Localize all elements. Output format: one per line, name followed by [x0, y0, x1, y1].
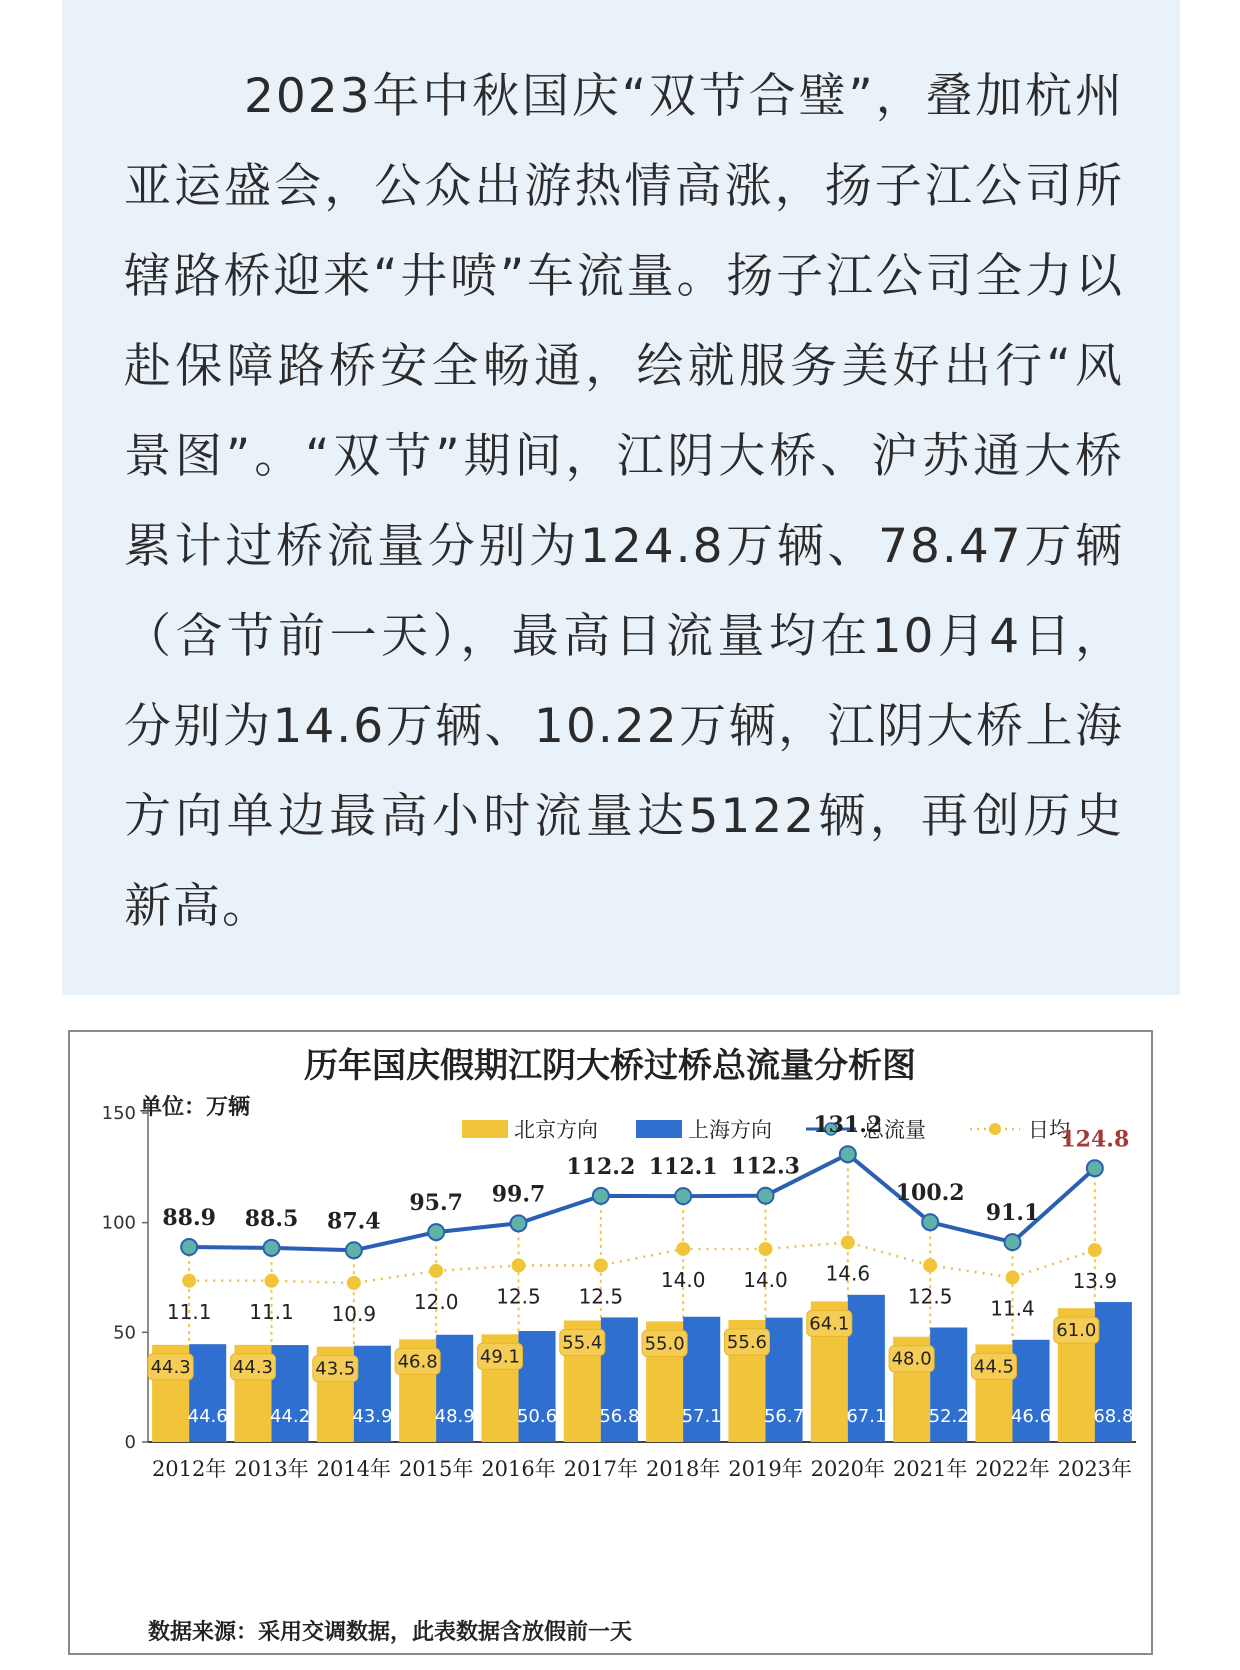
- label-total: 112.1: [648, 1154, 718, 1181]
- label-daily: 14.0: [743, 1267, 788, 1292]
- point-total: [1005, 1234, 1021, 1250]
- point-total: [758, 1188, 774, 1204]
- point-daily: [265, 1274, 279, 1288]
- legend-label-total: 总流量: [863, 1118, 926, 1142]
- x-tick-label: 2014年: [316, 1457, 392, 1481]
- point-daily: [512, 1258, 526, 1272]
- x-tick-label: 2018年: [645, 1457, 721, 1481]
- x-tick-label: 2019年: [728, 1457, 803, 1481]
- bar-label-beijing: 44.3: [232, 1356, 274, 1378]
- point-total: [346, 1242, 362, 1258]
- label-daily: 12.5: [578, 1284, 624, 1309]
- label-daily: 11.1: [166, 1299, 212, 1324]
- unit-label: 单位：万辆: [140, 1095, 251, 1120]
- label-total: 87.4: [327, 1208, 381, 1235]
- point-total: [675, 1188, 691, 1204]
- label-total: 91.1: [985, 1200, 1040, 1227]
- bar-label-beijing: 48.0: [891, 1348, 932, 1370]
- label-daily: 10.9: [331, 1301, 377, 1326]
- bar-shanghai: [354, 1346, 391, 1442]
- point-total: [922, 1214, 938, 1230]
- label-total: 124.8: [1060, 1126, 1130, 1153]
- article-paragraph: 2023年中秋国庆“双节合璧”，叠加杭州亚运盛会，公众出游热情高涨，扬子江公司所辖路桥迎来“井喷”车流量。扬子江公司全力以赴保障路桥安全畅通，绘就服务美好出行“风景图”。“双节”期间，江阴大桥、沪苏通大桥累计过桥流量分别为124.8万辆、78.47万辆（含节前一天），最高日流量均在10月4日，分别为14.6万辆、10.22万辆，江阴大桥上海方向单边最高小时流量达5122辆，再创历史新高。: [124, 69, 1124, 934]
- legend-swatch-shanghai: [636, 1120, 682, 1138]
- point-total: [181, 1239, 197, 1255]
- label-daily: 12.5: [496, 1284, 541, 1309]
- bar-label-beijing: 49.1: [479, 1346, 521, 1368]
- label-daily: 11.1: [249, 1299, 294, 1324]
- point-daily: [923, 1258, 937, 1272]
- y-tick-label: 0: [124, 1432, 136, 1453]
- bar-shanghai: [269, 1345, 311, 1442]
- y-tick-label: 150: [101, 1103, 136, 1124]
- legend-label-daily: 日均: [1028, 1118, 1070, 1142]
- bar-label-beijing: 43.5: [315, 1358, 356, 1380]
- legend-swatch-beijing: [462, 1120, 508, 1138]
- legend-marker-daily: [989, 1123, 1001, 1135]
- label-total: 99.7: [491, 1181, 546, 1208]
- chart-title: 历年国庆假期江阴大桥过桥总流量分析图: [304, 1046, 916, 1086]
- bar-label-shanghai: 56.7: [763, 1406, 805, 1427]
- bar-label-beijing: 64.1: [809, 1313, 850, 1335]
- bar-label-shanghai: 50.6: [516, 1406, 558, 1427]
- label-total: 112.3: [731, 1153, 800, 1180]
- source-note: 数据来源：采用交调数据，此表数据含放假前一天: [148, 1620, 633, 1645]
- bar-label-beijing: 44.5: [973, 1356, 1015, 1378]
- x-tick-label: 2021年: [892, 1457, 968, 1481]
- legend-label-beijing: 北京方向: [514, 1118, 598, 1142]
- label-daily: 11.4: [990, 1296, 1035, 1321]
- bar-shanghai: [189, 1344, 226, 1442]
- bar-label-shanghai: 57.1: [681, 1406, 722, 1427]
- label-daily: 14.0: [660, 1267, 706, 1292]
- bar-label-shanghai: 52.2: [928, 1406, 969, 1427]
- label-total: 88.5: [244, 1205, 299, 1232]
- bar-label-beijing: 55.0: [644, 1333, 685, 1355]
- bar-label-shanghai: 46.6: [1010, 1406, 1052, 1427]
- point-total: [840, 1146, 856, 1162]
- x-tick-label: 2015年: [398, 1457, 474, 1481]
- point-daily: [594, 1258, 608, 1272]
- bar-label-shanghai: 56.8: [599, 1406, 640, 1427]
- bar-label-shanghai: 48.9: [434, 1406, 475, 1427]
- x-tick-label: 2013年: [234, 1457, 309, 1481]
- point-total: [1087, 1160, 1103, 1176]
- label-daily: 12.5: [907, 1284, 953, 1309]
- label-total: 112.2: [566, 1153, 636, 1180]
- point-daily: [1088, 1243, 1102, 1257]
- label-daily: 12.0: [413, 1289, 459, 1314]
- label-daily: 13.9: [1072, 1269, 1118, 1294]
- x-tick-label: 2020年: [810, 1457, 886, 1481]
- point-daily: [676, 1242, 690, 1256]
- point-daily: [1006, 1271, 1020, 1285]
- bar-label-beijing: 46.8: [397, 1351, 438, 1373]
- point-daily: [759, 1242, 773, 1256]
- x-tick-label: 2023年: [1057, 1457, 1133, 1481]
- x-tick-label: 2016年: [481, 1457, 556, 1481]
- bar-label-beijing: 44.3: [150, 1356, 191, 1378]
- y-tick-label: 100: [101, 1212, 136, 1234]
- point-daily: [841, 1235, 855, 1249]
- x-tick-label: 2022年: [975, 1457, 1050, 1481]
- traffic-chart: [70, 1032, 1151, 1653]
- bar-label-beijing: 55.6: [726, 1332, 768, 1354]
- bar-label-beijing: 55.4: [562, 1332, 603, 1354]
- bar-label-shanghai: 44.6: [187, 1406, 228, 1427]
- label-total: 88.9: [162, 1205, 216, 1232]
- x-tick-label: 2012年: [151, 1457, 227, 1481]
- label-total: 95.7: [409, 1190, 463, 1217]
- point-daily: [347, 1276, 361, 1290]
- point-total: [593, 1188, 609, 1204]
- legend-label-shanghai: 上海方向: [688, 1118, 772, 1142]
- point-total: [264, 1240, 280, 1256]
- bar-label-shanghai: 68.8: [1093, 1406, 1134, 1427]
- point-total: [511, 1215, 527, 1231]
- point-total: [428, 1224, 444, 1240]
- y-tick-label: 50: [113, 1322, 136, 1344]
- x-tick-label: 2017年: [563, 1457, 639, 1481]
- label-daily: 14.6: [825, 1261, 871, 1286]
- point-daily: [182, 1274, 196, 1288]
- article-panel: [62, 0, 1180, 995]
- bar-label-shanghai: 44.2: [269, 1406, 311, 1427]
- label-total: 100.2: [895, 1180, 965, 1207]
- bar-label-shanghai: 67.1: [846, 1406, 887, 1427]
- point-daily: [429, 1264, 443, 1278]
- bar-label-beijing: 61.0: [1056, 1320, 1097, 1342]
- chart-frame: [68, 1030, 1153, 1655]
- label-total: 131.2: [813, 1112, 883, 1139]
- bar-label-shanghai: 43.9: [352, 1406, 393, 1427]
